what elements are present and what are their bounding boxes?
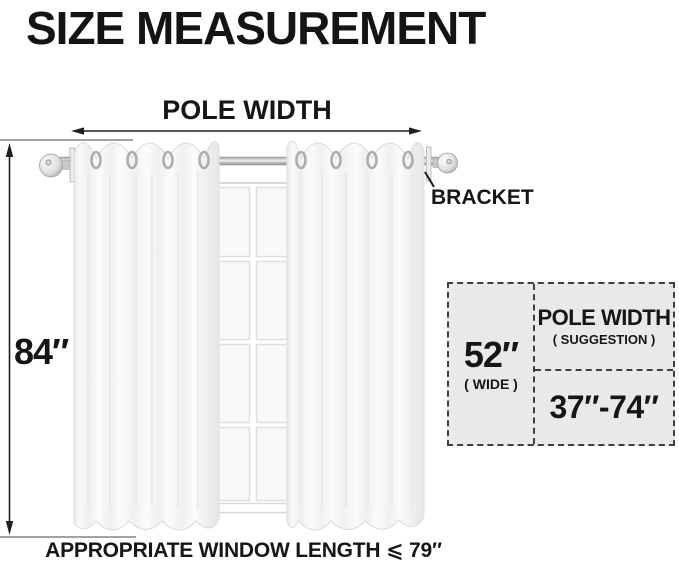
right-curtain-panel (287, 141, 424, 530)
panel-width-value: 52″ (463, 334, 519, 376)
pole-width-title: POLE WIDTH (537, 305, 671, 331)
height-arrow (6, 143, 13, 535)
panel-width-note: ( WIDE ) (464, 375, 518, 392)
curtain-height-label: 84″ (14, 331, 69, 372)
page-title: SIZE MEASUREMENT (26, 2, 486, 54)
window (206, 183, 298, 513)
window-length-note: APPROPRIATE WINDOW LENGTH ⩽ 79″ (45, 539, 442, 562)
spec-cell-pole-range (535, 371, 673, 444)
bracket-label: BRACKET (431, 186, 534, 209)
spec-panel (447, 282, 675, 446)
pole-width-label: POLE WIDTH (162, 95, 332, 125)
pole-width-subtitle: ( SUGGESTION ) (552, 331, 656, 347)
left-curtain-panel (74, 142, 219, 530)
pole-width-range: 37″-74″ (549, 389, 659, 425)
window-sill (206, 504, 298, 513)
spec-cell-pole-width (535, 284, 673, 371)
spec-cell-panel-width (449, 284, 535, 444)
pole-width-arrow (71, 127, 422, 134)
left-finial (40, 154, 63, 177)
